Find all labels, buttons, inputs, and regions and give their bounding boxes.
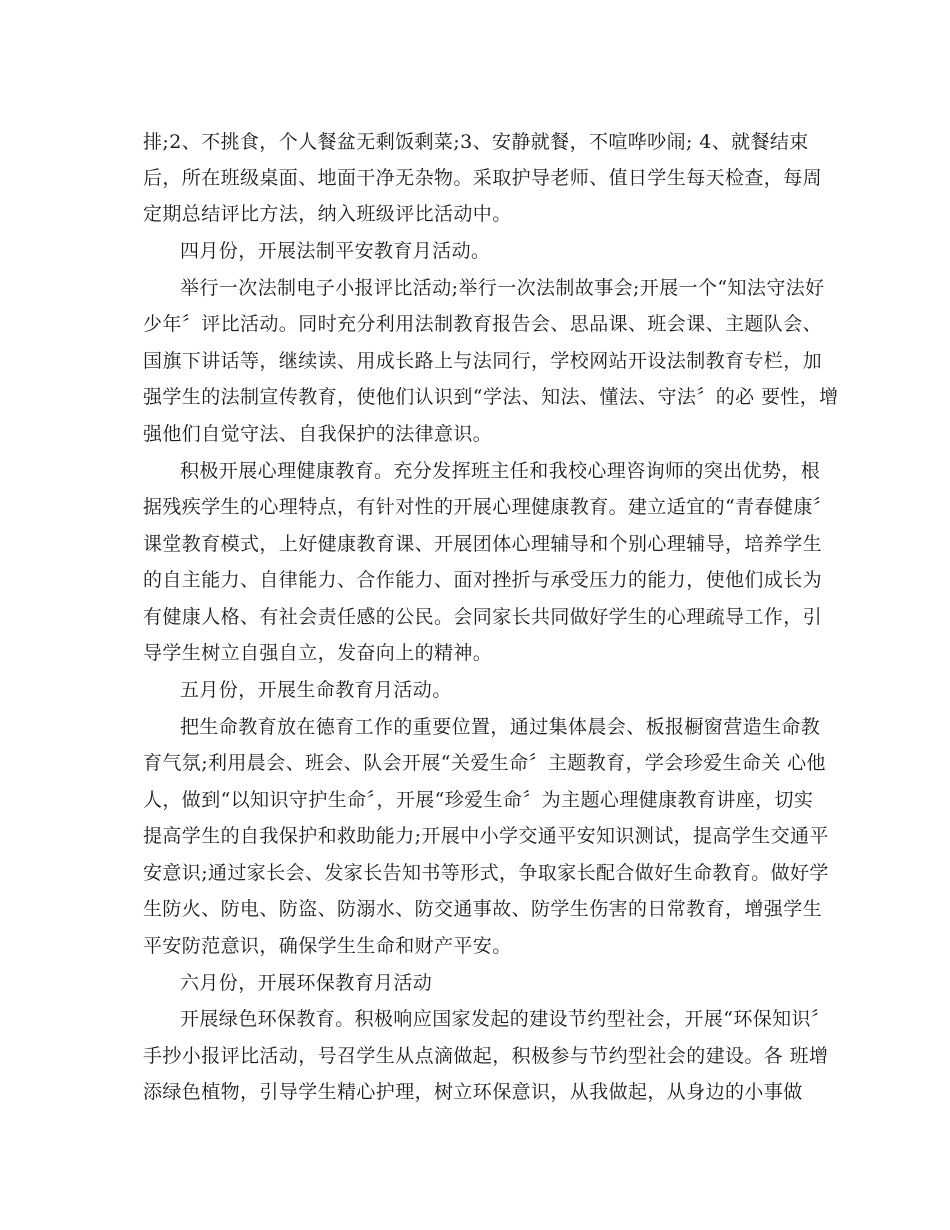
text-line: 国旗下讲话等，继续读、用成长路上与法同行，学校网站开设法制教育专栏，加 xyxy=(143,350,823,372)
text-line: 人，做到“以知识守护生命〞，开展“珍爱生命〞为主题心理健康教育讲座，切实 xyxy=(143,789,814,811)
text-line: 后，所在班级桌面、地面干净无杂物。采取护导老师、值日学生每天检查，每周 xyxy=(143,167,823,189)
text-line: 据残疾学生的心理特点，有针对性的开展心理健康教育。建立适宜的“青春健康〞 xyxy=(143,496,833,518)
text-line: 平安防范意识，确保学生生命和财产平安。 xyxy=(143,935,512,957)
text-line: 举行一次法制电子小报评比活动;举行一次法制故事会;开展一个“知法守法好 xyxy=(180,277,825,299)
section-heading: 五月份，开展生命教育月活动。 xyxy=(180,679,452,701)
text-line: 添绿色植物，引导学生精心护理，树立环保意识，从我做起，从身边的小事做 xyxy=(143,1081,803,1103)
text-line: 强他们自觉守法、自我保护的法律意识。 xyxy=(143,423,493,445)
text-line: 手抄小报评比活动，号召学生从点滴做起，积极参与节约型社会的建设。各 班增 xyxy=(143,1045,829,1067)
text-line: 积极开展心理健康教育。充分发挥班主任和我校心理咨询师的突出优势，根 xyxy=(180,460,821,482)
text-line: 导学生树立自强自立，发奋向上的精神。 xyxy=(143,642,493,664)
text-line: 排;2、不挑食，个人餐盆无剩饭剩菜;3、安静就餐，不喧哗吵闹; 4、就餐结束 xyxy=(143,131,809,153)
text-line: 课堂教育模式，上好健康教育课、开展团体心理辅导和个别心理辅导，培养学生 xyxy=(143,533,823,555)
text-line: 的自主能力、自律能力、合作能力、面对挫折与承受压力的能力，使他们成长为 xyxy=(143,569,823,591)
text-line: 开展绿色环保教育。积极响应国家发起的建设节约型社会，开展“环保知识〞 xyxy=(180,1008,831,1030)
text-line: 把生命教育放在德育工作的重要位置，通过集体晨会、板报橱窗营造生命教 xyxy=(180,716,821,738)
text-line: 育气氛;利用晨会、班会、队会开展“关爱生命〞主题教育，学会珍爱生命关 心他 xyxy=(143,752,826,774)
text-line: 定期总结评比方法，纳入班级评比活动中。 xyxy=(143,203,512,225)
text-line: 提高学生的自我保护和救助能力;开展中小学交通平安知识测试，提高学生交通平 xyxy=(143,825,829,847)
section-heading: 六月份，开展环保教育月活动 xyxy=(180,972,433,994)
text-line: 生防火、防电、防盗、防溺水、防交通事故、防学生伤害的日常教育，增强学生 xyxy=(143,898,823,920)
text-line: 有健康人格、有社会责任感的公民。会同家长共同做好学生的心理疏导工作，引 xyxy=(143,606,823,628)
text-line: 强学生的法制宣传教育，使他们认识到“学法、知法、懂法、守法〞的必 要性，增 xyxy=(143,386,839,408)
section-heading: 四月份，开展法制平安教育月活动。 xyxy=(180,240,491,262)
text-line: 少年〞评比活动。同时充分利用法制教育报告会、思品课、班会课、主题队会、 xyxy=(143,313,823,335)
text-line: 安意识;通过家长会、发家长告知书等形式，争取家长配合做好生命教育。做好学 xyxy=(143,862,829,884)
